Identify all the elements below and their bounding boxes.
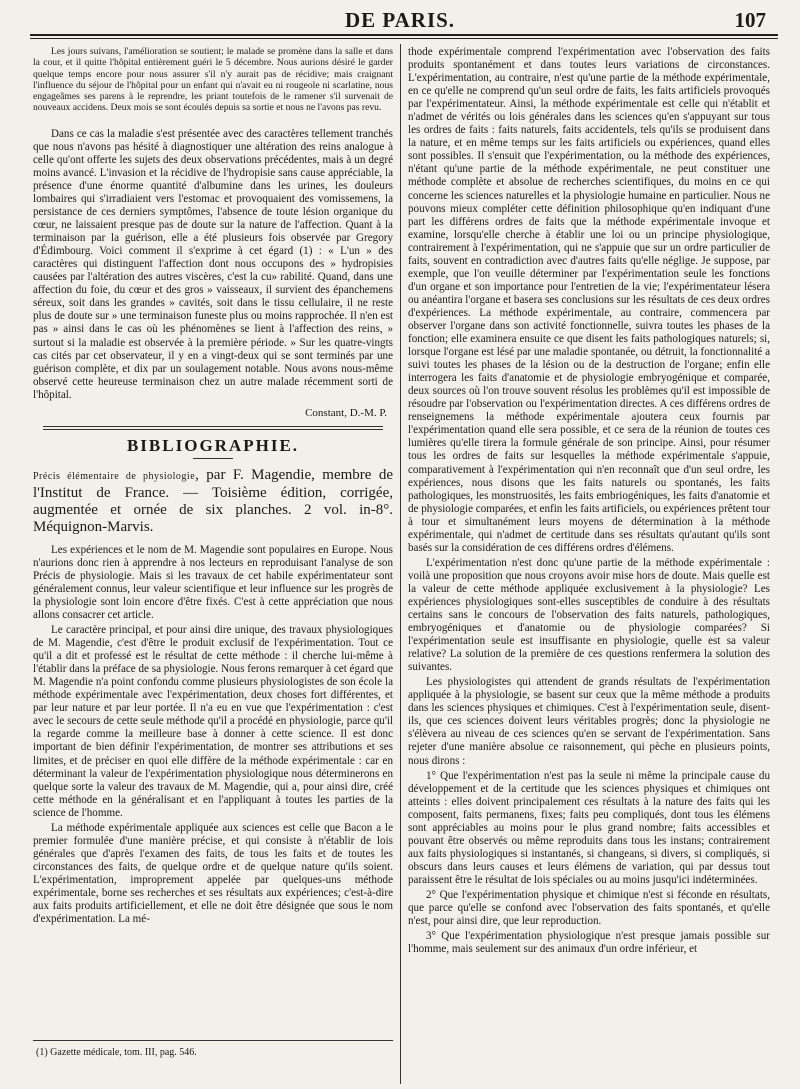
review-paragraph: La méthode expérimentale appliquée aux sciences est celle que Bacon a le premier formulée d'une manière précise, et qui consiste à n'établir de lois générales que d'après l'examen des faits, de tous les faits et de toutes les circonstances des faits, de quelque ordre et de quelque nature qu'ils soient. L'expérimentation, improprement appelée par quelques-uns méthode expérimentale, borne ses recherches et ses résultats aux expériences; c'est-à-dire aux faits produits artificiellement, et elle ne doit être désignée que sous le nom d'expérimentation. La mé-	[33, 821, 393, 926]
numbered-point: 2° Que l'expérimentation physique et chimique n'est si féconde en résultats, que parce qu'elle se confond avec l'observation des faits spontanés, et qu'elle n'est, pour ainsi dire, que leur reproduction.	[408, 889, 770, 928]
numbered-point: 3° Que l'expérimentation physiologique n'est presque jamais possible sur l'homme, mais seulement sur des animaux d'un ordre inférieur, et	[408, 930, 770, 956]
book-entry	[33, 467, 393, 536]
book-title: Précis élémentaire de physiologie	[33, 470, 196, 482]
title-underline	[193, 458, 233, 459]
numbered-point: 1° Que l'expérimentation n'est pas la seule ni même la principale cause du développement et de la certitude que les sciences physiques et chimiques ont atteints : elles doivent principalement ces résultats à la nature des faits qui les composent, faits permanens, fixes; faits peu compliqués, dont tous les élémens sont appréciables au moins pour le plus grand nombre; faits accessibles et pouvant être observés ou même reproduits dans tous les instans; contrairement aux faits physiologiques si instantanés, si changeans, si divers, si compliqués, si obscurs dans leurs causes et leurs élémens de variation, qui par dessus tout paraissent être le résultat de lois spéciales ou au moins jusqu'ici indéterminées.	[408, 769, 770, 886]
right-column	[408, 46, 770, 1082]
left-column	[33, 46, 393, 1082]
case-paragraph: Les jours suivans, l'amélioration se soutient; le malade se promène dans la salle et dans la cour, et il quitte l'hôpital entièrement guéri le 5 décembre. Nous aurions désiré le garder quelque temps encore pour nous assurer s'il n'y aurait pas de récidive; mais craignant l'influence du séjour de l'hôpital pour un enfant qui n'avait eu ni rougeole ni scarlatine, nous engageâmes ses parens à le reprendre, les priant toutefois de le ramener s'il survenait de nouveaux accidens. Deux mois se sont écoulés depuis sa sortie et nous ne l'avons pas revu.	[33, 46, 393, 114]
case-discussion-paragraph: Dans ce cas la maladie s'est présentée avec des caractères tellement tranchés que nous n'avons pas hésité à diagnostiquer une altération des reins analogue à celle qu'ont offerte les sujets des deux observations précédentes, mais à un degré moins avancé. L'invasion et la récidive de l'hydropisie sans cause appréciable, la présence d'une énorme quantité d'albumine dans les urines, les douleurs lombaires qui s'irradiaient vers l'estomac et provoquaient des vomissemens, la persistance de ces derniers symptômes, l'absence de toute lésion organique du cœur, ne laissaient presque pas de doute sur la nature de l'affection. Quant à la terminaison par la guérison, elle a été plusieurs fois observée par Gregory d'Édimbourg. Voici comment il s'exprime à cet égard (1) : « L'un » des caractères qui distinguent l'affection dont nous occupons des » hydropisies causées par l'altération des autres viscères, c'est la cu» rabilité. Quand, dans une affection du foie, du cœur et des gros » vaisseaux, il survient des épanchemens séreux, soit dans les grandes » cavités, soit dans le tissu cellulaire, il ne reste plus de doute sur » une terminaison funeste plus ou moins rapprochée. Il n'en est pas » ainsi dans le cas où les phénomènes se lient à l'affection des reins, » surtout si la maladie est observée à la première période. » Sur les quatre-vingts cas cités par cet observateur, il y en a vingt-deux qui se sont terminés par une guérison complète, et dix par un soulagement notable. Nous avons nous-même observé cette heureuse terminaison chez un autre malade récemment sorti de l'hôpital.	[33, 127, 393, 401]
body-paragraph: L'expérimentation n'est donc qu'une partie de la méthode expérimentale : voilà une proposition que nous croyons avoir mise hors de doute. Mais quelle est la valeur de cette méthode appliquée exclusivement à la physiologie? Les expériences physiologiques sont-elles susceptibles de conduire à des résultats certains sans le concours de l'observation des faits naturels, pathologiques, embryogéniques et d'anatomie ou de physiologie comparées? Si l'expérimentation seule est insuffisante en physiologie, quelle est sa valeur relative? La solution de la première de ces questions renfermera la solution des suivantes.	[408, 556, 770, 674]
header-rule	[30, 34, 778, 36]
review-paragraph: Le caractère principal, et pour ainsi dire unique, des travaux physiologiques de M. Magendie, c'est d'être le produit exclusif de l'expérimentation. Tout ce qu'il a dit et professé est le résultat de cette méthode : il cherche lui-même à l'établir dans la préface de sa physiologie. Nous ferons remarquer à cet égard que M. Magendie n'a point confondu comme plusieurs physiologistes de son école la méthode expérimentale avec l'expérimentation, deux choses fort différentes, et par leur nature et par leur portée. Il n'a eu en vue que l'expérimentation : c'est avec le secours de cette seule méthode qu'il a procédé en physiologie, parce qu'il la regarde comme la meilleure base à donner à cette science. Il est donc important de bien définir l'expérimentation, de montrer ses attributions et ses limites, et de préciser en quoi elle diffère de la méthode expérimentale : car en déterminant la valeur de l'expérimentation physiologique nous déterminerons en quelque sorte la valeur des travaux de M. Magendie, qui a, pour ainsi dire, créé cette méthode en la généralisant et en l'appliquant à toutes les parties de la science de l'homme.	[33, 624, 393, 819]
column-divider	[400, 44, 401, 1084]
review-paragraph: Les expériences et le nom de M. Magendie sont populaires en Europe. Nous n'aurions donc rien à apprendre à nos lecteurs en reproduisant l'analyse de son Précis de physiologie. Mais si les travaux de cet habile expérimentateur sont généralement connus, leur valeur scientifique et leur influence sur les progrès de la physiologie sont loin encore d'être fixés. C'est à cette appréciation que nous allons consacrer cet article.	[33, 543, 393, 621]
header-rule-thin	[30, 38, 778, 39]
body-paragraph: thode expérimentale comprend l'expérimentation avec l'observation des faits produits spontanément et dans toutes leurs variations de circonstances. L'expérimentation, au contraire, n'est qu'une partie de la méthode expérimentale, en ce qu'elle ne comprend qu'un seul ordre de faits, les faits artificiels provoqués par l'expérimentateur. Ainsi, la méthode expérimentale est celle qui n'établit et n'admet de vérités ou lois générales dans les sciences qu'en s'appuyant sur tous les ordres de faits : faits naturels, faits accidentels, tels qu'ils se produisent dans la nature, et en même temps sur les faits artificiels ou expériences, quand elles sont possibles. Il s'ensuit que l'expérimentation, ou la méthode des expériences, n'étant qu'une partie de la méthode expérimentale, ne peut constituer une méthode complète et absolue de recherches scientifiques, du moins en ce qui concerne les sciences naturelles et la physiologie humaine en particulier. Nous ne pouvons mieux compléter cette définition philosophique qu'en indiquant d'une part les différens ordres de faits que la méthode expérimentale invoque et examine, lorsqu'elle cherche à établir une loi ou un principe physiologique, contrairement à l'expérimentation, qui ne s'appuie que sur un ordre particulier de faits, souvent en contradiction avec d'autres faits qu'elle néglige. Je suppose, par exemple, que l'on veuille déterminer par l'expérimentation seule les fonctions d'un organe et son importance pour l'entretien de la vie; l'expérimentateur lésera ou anéantira l'organe et basera ses conclusions sur les résultats de ces deux ordres d'expériences. La méthode expérimentale, au contraire, commencera par observer l'organe dans son activité fonctionnelle, suivra toutes les phases de la fonction; elle examinera ensuite ce que disent les faits pathologiques naturels; si, lorsque l'organe est lésé par une maladie spontanée, ou détruit, la fonctionnalité a suivi toutes les phases de la lésion ou de la destruction de l'organe; enfin elle interrogera les faits d'anatomie et de physiologie embryogénique et comparée, deux sources où l'on trouve souvent résolus les problèmes qu'il est impossible de résoudre par l'observation ou l'expérimentation directes. A ces différens ordres de renseignemens la méthode expérimentale ajoutera ceux fournis par l'expérimentation quand elle sera possible, et ce sera de la réunion de toutes ces lumières qu'elle tirera la formule générale de son principe. Ainsi, pour résumer tous les ordres de faits sur lesquelles la méthode expérimentale s'appuie, comparativement à l'expérimentation qui n'en reconnaît que d'un seul ordre, les expériences, nous disons que les faits naturels ou spontanés, les faits pathologiques, les monstruosités, les faits embriogéniques, les faits d'anatomie et de physiologie comparées, et enfin les faits artificiels, ou expériences prêtent tour à tour et simultanément leurs moyens de détermination à la méthode expérimentale, qui n'admet de certitude dans ses résultats qu'autant qu'ils sont basés sur la considération de ces différens ordres d'élémens.	[408, 46, 770, 554]
footnote-rule	[33, 1040, 393, 1041]
body-paragraph: Les physiologistes qui attendent de grands résultats de l'expérimentation appliquée à la physiologie, se basent sur ceux que la même méthode a produits dans les sciences physiques et chimiques. C'est à l'expérimentation seule, disent-ils, que ces sciences doivent leurs véritables progrès; donc la physiologie ne s'élèvera au niveau de ces sciences qu'en se servant de l'expérimentation. Sans rejeter d'une manière absolue ce raisonnement, qui pèche en plusieurs points, nous dirons :	[408, 676, 770, 767]
section-separator	[43, 426, 383, 430]
section-title: BIBLIOGRAPHIE.	[126, 435, 300, 455]
book-details: , par F. Magendie, membre de l'Institut de France. — Toisième édition, corrigée, augmentée et ornée de six planches. 2 vol. in-8°. Méquignon-Marvis.	[33, 466, 393, 535]
running-title: DE PARIS.	[344, 8, 456, 32]
footnote: (1) Gazette médicale, tom. III, pag. 546.	[36, 1047, 197, 1058]
page-number: 107	[734, 8, 766, 32]
author-signature: Constant, D.-M. P.	[305, 406, 387, 419]
